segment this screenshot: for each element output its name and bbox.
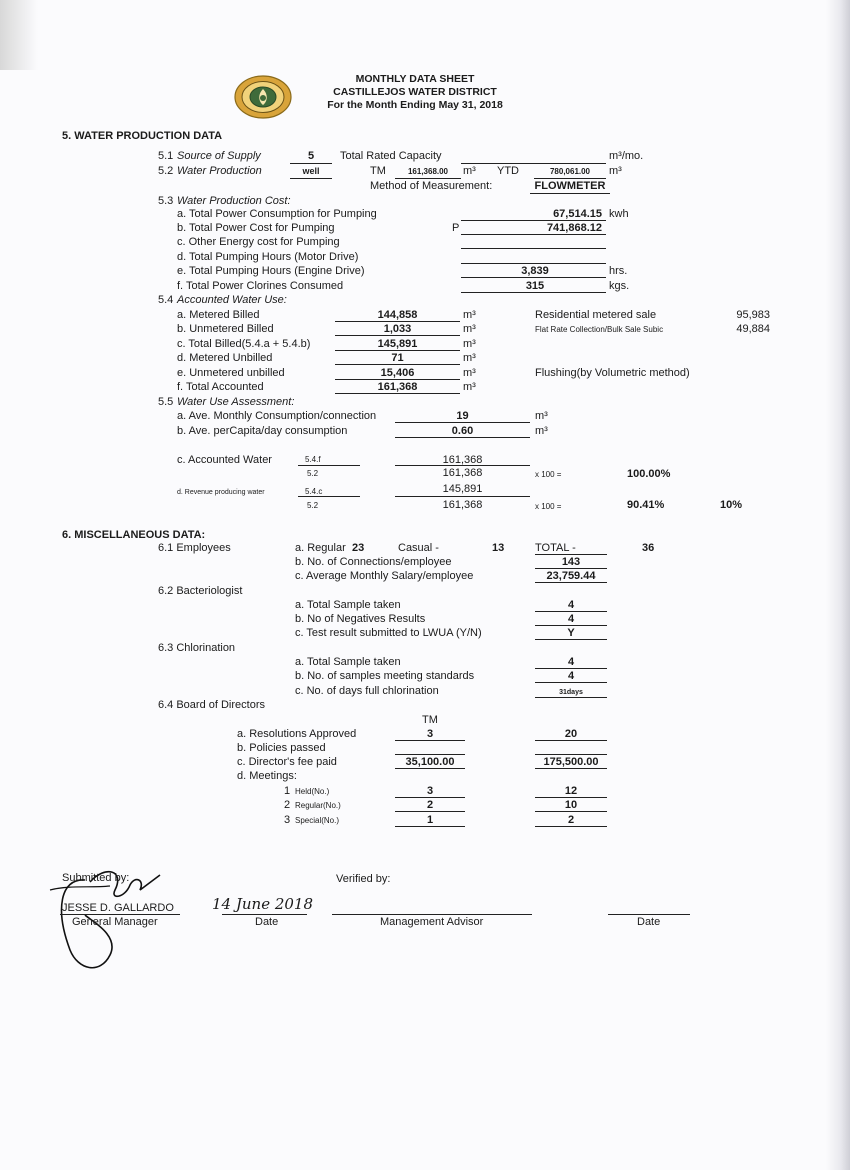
times-100: x 100 =: [535, 502, 562, 511]
bac-total-sample-label: a. Total Sample taken: [295, 599, 401, 611]
underline: [395, 178, 461, 179]
chl-days-full-value: 31days: [559, 689, 583, 696]
section-6-title: 6. MISCELLANEOUS DATA:: [62, 529, 206, 541]
total-accounted-label: f. Total Accounted: [177, 381, 264, 393]
underline: [461, 277, 606, 278]
chlorination-label: 6.3 Chlorination: [158, 642, 236, 654]
peso-sign: P: [452, 222, 460, 234]
ave-monthly-consumption-label: a. Ave. Monthly Consumption/connection: [177, 410, 377, 422]
underline: [395, 826, 465, 827]
fraction-line: [298, 496, 360, 497]
non-revenue-percent: 10%: [720, 499, 743, 511]
underline: [530, 193, 610, 194]
meeting-regular-ytd: 10: [564, 799, 578, 811]
unit-m3: m³: [535, 425, 548, 437]
submitter-position: General Manager: [72, 916, 158, 928]
water-production-cost-label: Water Production Cost:: [177, 195, 291, 207]
power-consumption-value: 67,514.15: [553, 208, 602, 220]
district-name: CASTILLEJOS WATER DISTRICT: [333, 86, 497, 98]
fraction-line: [298, 465, 360, 466]
casual-label: Casual -: [398, 542, 439, 554]
handwritten-date: 14 June 2018: [212, 895, 314, 913]
metered-billed-value: 144,858: [377, 309, 418, 321]
revenue-denominator-ref: 5.2: [307, 501, 319, 510]
underline: [535, 768, 607, 769]
accounted-water-numerator: 161,368: [442, 454, 483, 466]
flat-rate-collection-value: 49,884: [736, 323, 770, 335]
page-edge: [826, 0, 850, 1170]
capacity-unit: m³/mo.: [609, 150, 644, 162]
board-of-directors-label: 6.4 Board of Directors: [158, 699, 265, 711]
unit-m3: m³: [463, 352, 476, 364]
ave-percapita-label: b. Ave. perCapita/day consumption: [177, 425, 348, 437]
times-100: x 100 =: [535, 470, 562, 479]
verifier-line: [332, 914, 532, 915]
tm-production-value: 161,368.00: [407, 167, 449, 176]
unmetered-unbilled-value: 15,406: [380, 367, 415, 379]
underline: [461, 220, 606, 221]
accounted-water-denominator: 161,368: [442, 467, 483, 479]
underline: [395, 422, 530, 423]
underline: [461, 292, 606, 293]
underline: [535, 611, 607, 612]
meeting-held-ytd: 12: [564, 785, 578, 797]
submitter-name: JESSE D. GALLARDO: [62, 902, 174, 914]
residential-metered-sale-label: Residential metered sale: [535, 309, 657, 321]
chl-total-sample-label: a. Total Sample taken: [295, 656, 401, 668]
scan-shadow: [0, 0, 38, 70]
method-of-measurement-value: FLOWMETER: [534, 180, 606, 192]
unit-m3: m³: [463, 381, 476, 393]
connections-per-employee-value: 143: [561, 556, 581, 568]
regular-label: a. Regular: [295, 542, 346, 554]
water-use-assessment-label: Water Use Assessment:: [177, 396, 295, 408]
meeting-regular-label: Regular(No.): [295, 801, 341, 810]
revenue-producing-label: d. Revenue producing water: [177, 489, 265, 496]
hours-unit: hrs.: [609, 265, 628, 277]
total-accounted-value: 161,368: [377, 381, 418, 393]
clorines-consumed-label: f. Total Power Clorines Consumed: [177, 280, 344, 292]
underline: [335, 364, 460, 365]
accounted-water-numerator-ref: 5.4.f: [305, 455, 321, 464]
meeting-held-tm: 3: [426, 785, 434, 797]
underline: [395, 437, 530, 438]
other-energy-cost-label: c. Other Energy cost for Pumping: [177, 236, 340, 248]
revenue-numerator-ref: 5.4.c: [305, 487, 323, 496]
unit-m3: m³: [463, 323, 476, 335]
kgs-unit: kgs.: [609, 280, 630, 292]
underline: [535, 554, 607, 555]
unmetered-unbilled-label: e. Unmetered unbilled: [177, 367, 285, 379]
ave-monthly-consumption-value: 19: [456, 410, 469, 422]
item-5-3-number: 5.3: [158, 195, 174, 207]
meeting-special-tm: 1: [426, 814, 434, 826]
average-salary-label: c. Average Monthly Salary/employee: [295, 570, 474, 582]
bac-submitted-lwua-label: c. Test result submitted to LWUA (Y/N): [295, 627, 482, 639]
accounted-water-label: c. Accounted Water: [177, 454, 272, 466]
revenue-denominator: 161,368: [442, 499, 483, 511]
underline: [461, 234, 606, 235]
power-cost-value: 741,868.12: [546, 222, 602, 234]
policies-passed-label: b. Policies passed: [237, 742, 326, 754]
fraction-line: [395, 496, 530, 497]
underline: [395, 797, 465, 798]
bac-submitted-lwua-value: Y: [567, 627, 575, 639]
underline: [461, 163, 606, 164]
meeting-special-number: 3: [284, 814, 291, 826]
bac-negative-results-label: b. No of Negatives Results: [295, 613, 426, 625]
management-advisor-label: Management Advisor: [380, 916, 484, 928]
water-production-label: Water Production: [177, 165, 262, 177]
casual-value: 13: [492, 542, 505, 554]
total-employees-value: 36: [642, 542, 655, 554]
flat-rate-collection-label: Flat Rate Collection/Bulk Sale Subic: [535, 325, 664, 334]
resolutions-approved-label: a. Resolutions Approved: [237, 728, 357, 740]
underline: [535, 797, 607, 798]
total-billed-value: 145,891: [377, 338, 418, 350]
underline: [395, 754, 465, 755]
accounted-water-use-label: Accounted Water Use:: [177, 294, 287, 306]
underline: [535, 625, 607, 626]
sheet-title: MONTHLY DATA SHEET: [355, 73, 475, 85]
directors-fee-tm-value: 35,100.00: [405, 756, 455, 768]
item-5-1-number: 5.1: [158, 150, 174, 162]
ytd-label: YTD: [497, 165, 519, 177]
underline: [535, 639, 607, 640]
underline: [534, 178, 606, 179]
underline: [535, 740, 607, 741]
date-label-2: Date: [637, 916, 661, 928]
underline: [395, 768, 465, 769]
residential-metered-sale-value: 95,983: [736, 309, 770, 321]
chl-days-full-label: c. No. of days full chlorination: [295, 685, 439, 697]
underline: [335, 379, 460, 380]
revenue-percent: 90.41%: [627, 499, 665, 511]
chl-meeting-standards-value: 4: [567, 670, 575, 682]
kwh-unit: kwh: [609, 208, 629, 220]
item-5-4-number: 5.4: [158, 294, 174, 306]
pumping-hours-motor-label: d. Total Pumping Hours (Motor Drive): [177, 251, 359, 263]
directors-fee-label: c. Director's fee paid: [237, 756, 337, 768]
power-consumption-label: a. Total Power Consumption for Pumping: [177, 208, 377, 220]
board-tm-header: TM: [422, 714, 438, 726]
total-rated-capacity-label: Total Rated Capacity: [340, 150, 442, 162]
underline: [335, 321, 460, 322]
resolutions-ytd-value: 20: [564, 728, 578, 740]
metered-unbilled-value: 71: [391, 352, 404, 364]
underline: [535, 811, 607, 812]
method-of-measurement-label: Method of Measurement:: [370, 180, 493, 192]
bacteriologist-label: 6.2 Bacteriologist: [158, 585, 243, 597]
directors-fee-ytd-value: 175,500.00: [543, 756, 599, 768]
unit-m3: m³: [463, 367, 476, 379]
unmetered-billed-value: 1,033: [383, 323, 412, 335]
source-of-supply-value: 5: [307, 150, 315, 162]
report-period: For the Month Ending May 31, 2018: [327, 99, 503, 111]
item-5-2-number: 5.2: [158, 165, 174, 177]
date-line: [608, 914, 690, 915]
accounted-water-percent: 100.00%: [627, 468, 671, 480]
metered-unbilled-label: d. Metered Unbilled: [177, 352, 273, 364]
underline: [535, 582, 607, 583]
underline: [535, 826, 607, 827]
date-line: [222, 914, 307, 915]
underline: [335, 393, 460, 394]
total-label: TOTAL -: [535, 542, 576, 554]
underline: [290, 163, 332, 164]
pumping-hours-engine-value: 3,839: [521, 265, 549, 277]
resolutions-tm-value: 3: [426, 728, 434, 740]
underline: [290, 178, 332, 179]
section-5-title: 5. WATER PRODUCTION DATA: [62, 130, 223, 142]
meeting-regular-number: 2: [284, 799, 291, 811]
meeting-regular-tm: 2: [426, 799, 434, 811]
power-cost-label: b. Total Power Cost for Pumping: [177, 222, 335, 234]
tm-label: TM: [370, 165, 386, 177]
date-label: Date: [255, 916, 279, 928]
underline: [535, 668, 607, 669]
underline: [535, 568, 607, 569]
pumping-hours-engine-label: e. Total Pumping Hours (Engine Drive): [177, 265, 365, 277]
employees-label: 6.1 Employees: [158, 542, 231, 554]
unit-m3: m³: [535, 410, 548, 422]
underline: [461, 263, 606, 264]
underline: [535, 682, 607, 683]
meeting-special-label: Special(No.): [295, 816, 340, 825]
meetings-label: d. Meetings:: [237, 770, 297, 782]
submitted-by-label: Submitted by:: [62, 872, 130, 884]
item-5-5-number: 5.5: [158, 396, 174, 408]
unit-m3: m³: [609, 165, 622, 177]
meeting-special-ytd: 2: [567, 814, 575, 826]
source-of-supply-label: Source of Supply: [177, 150, 261, 162]
verified-by-label: Verified by:: [336, 873, 391, 885]
unit-m3: m³: [463, 309, 476, 321]
metered-billed-label: a. Metered Billed: [177, 309, 260, 321]
total-billed-label: c. Total Billed(5.4.a + 5.4.b): [177, 338, 311, 350]
unit-m3: m³: [463, 338, 476, 350]
accounted-water-denominator-ref: 5.2: [307, 469, 319, 478]
meeting-held-label: Held(No.): [295, 787, 330, 796]
underline: [395, 740, 465, 741]
ave-percapita-value: 0.60: [451, 425, 474, 437]
underline: [335, 350, 460, 351]
connections-per-employee-label: b. No. of Connections/employee: [295, 556, 452, 568]
underline: [395, 811, 465, 812]
regular-value: 23: [352, 542, 365, 554]
fraction-line: [395, 465, 530, 466]
water-production-source: well: [302, 166, 320, 176]
chl-total-sample-value: 4: [567, 656, 575, 668]
underline: [461, 248, 606, 249]
revenue-numerator: 145,891: [442, 483, 483, 495]
chl-meeting-standards-label: b. No. of samples meeting standards: [295, 670, 475, 682]
ytd-production-value: 780,061.00: [549, 167, 591, 176]
bac-total-sample-value: 4: [567, 599, 575, 611]
underline: [335, 335, 460, 336]
average-salary-value: 23,759.44: [546, 570, 596, 582]
flushing-label: Flushing(by Volumetric method): [535, 367, 690, 379]
unmetered-billed-label: b. Unmetered Billed: [177, 323, 274, 335]
underline: [535, 697, 607, 698]
bac-negative-results-value: 4: [567, 613, 575, 625]
clorines-consumed-value: 315: [525, 280, 545, 292]
meeting-held-number: 1: [284, 785, 291, 797]
underline: [535, 754, 607, 755]
unit-m3: m³: [463, 165, 476, 177]
signature-line: [60, 914, 180, 915]
